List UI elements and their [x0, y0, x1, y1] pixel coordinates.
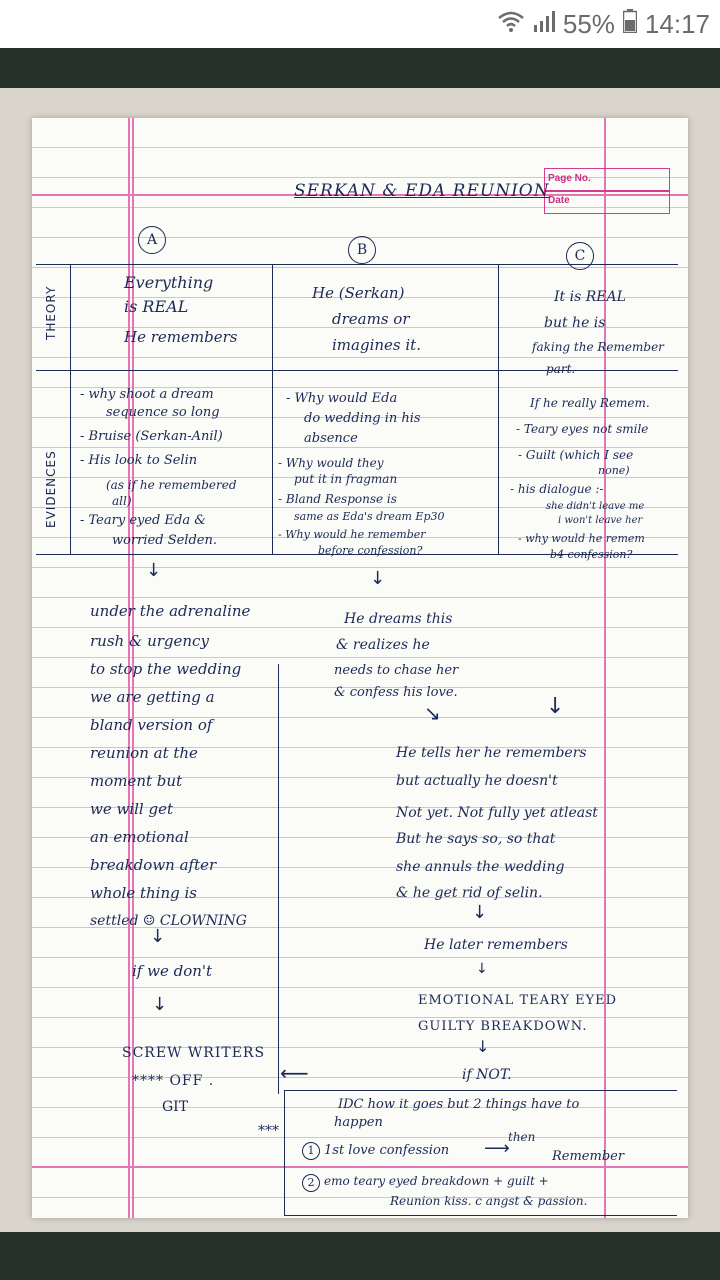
left-flow-line: rush & urgency: [90, 632, 209, 650]
viewer-bottom-bar: [0, 1232, 720, 1280]
date-label: Date: [548, 195, 570, 206]
evidence-b-line: - Why would Eda: [286, 391, 398, 406]
right-flow-line: But he says so, so that: [396, 831, 556, 847]
evidence-a-line: - Bruise (Serkan-Anil): [80, 429, 223, 444]
right-flow-line: He later remembers: [424, 937, 568, 953]
evidence-c-line: none): [598, 464, 630, 477]
left-flow-line: SCREW WRITERS: [122, 1045, 266, 1061]
theory-c-line: faking the Remember: [532, 340, 664, 354]
right-flow-line: GUILTY BREAKDOWN.: [418, 1019, 588, 1034]
wifi-icon: [497, 9, 525, 40]
conclusion-then: then: [508, 1130, 536, 1144]
theory-c-line: part.: [546, 362, 576, 376]
conclusion-line: IDC how it goes but 2 things have to: [338, 1097, 580, 1112]
mid-flow-line: & realizes he: [336, 637, 430, 653]
left-flow-line: we will get: [90, 800, 173, 818]
arrow-right-icon: ⟶: [484, 1138, 510, 1159]
evidence-b-line: absence: [304, 431, 358, 446]
arrow-down-icon: ↓: [476, 1037, 490, 1056]
evidence-a-line: (as if he remembered: [106, 478, 237, 492]
mid-flow-line: needs to chase her: [334, 663, 459, 678]
evidence-c-line: - Teary eyes not smile: [516, 422, 649, 436]
conclusion-line: Remember: [552, 1149, 625, 1164]
theory-b-line: dreams or: [332, 310, 410, 328]
evidence-b-line: put it in fragman: [294, 472, 398, 486]
evidence-a-line: sequence so long: [106, 405, 220, 420]
evidence-a-line: worried Selden.: [112, 533, 217, 548]
evidence-c-line: - Guilt (which I see: [518, 448, 634, 462]
left-flow-line: GIT: [162, 1099, 189, 1115]
theory-a-line: He remembers: [124, 328, 238, 346]
left-flow-line: breakdown after: [90, 856, 217, 874]
battery-percent: 55%: [562, 8, 615, 39]
left-flow-line: whole thing is: [90, 884, 197, 902]
conclusion-line: Reunion kiss. c angst & passion.: [390, 1194, 588, 1208]
evidence-b-line: do wedding in his: [304, 411, 421, 426]
stars-mark: ***: [258, 1123, 279, 1139]
evidence-a-line: - Teary eyed Eda &: [80, 513, 206, 528]
conclusion-line: happen: [334, 1115, 383, 1130]
evidence-a-line: - His look to Selin: [80, 453, 198, 468]
arrow-down-icon: ↓: [476, 961, 488, 977]
table-top-line: [36, 264, 678, 265]
arrow-left-icon: ⟵: [280, 1061, 309, 1085]
left-flow-line: bland version of: [90, 716, 213, 734]
left-flow-line: **** OFF .: [132, 1073, 215, 1089]
right-flow-line: He tells her he remembers: [396, 745, 587, 761]
left-flow-line: to stop the wedding: [90, 660, 242, 678]
clock: 14:17: [644, 8, 710, 39]
conclusion-line: 1st love confession: [324, 1143, 450, 1158]
column-c-marker: C: [566, 242, 594, 270]
arrow-down-icon: ↓: [146, 560, 162, 581]
left-flow-line: under the adrenaline: [90, 602, 251, 620]
left-flow-line: an emotional: [90, 828, 189, 846]
table-mid-line: [36, 370, 678, 371]
column-a-marker: A: [138, 226, 166, 254]
status-bar: [0, 0, 720, 48]
page-title: SERKAN & EDA REUNION: [294, 181, 550, 201]
evidence-b-line: - Why would he remember: [278, 528, 426, 541]
battery-icon: [623, 9, 637, 40]
evidence-c-line: - why would he remem: [518, 532, 645, 545]
right-flow-line: EMOTIONAL TEARY EYED: [418, 993, 618, 1008]
left-flow-line: moment but: [90, 772, 183, 790]
column-divider-bc: [498, 264, 499, 554]
theory-b-line: imagines it.: [332, 336, 421, 354]
left-flow-line: we are getting a: [90, 688, 215, 706]
mid-flow-line: He dreams this: [344, 611, 453, 627]
notebook-page[interactable]: [32, 118, 688, 1218]
evidence-c-line: she didn't leave me: [546, 501, 645, 512]
viewer-top-bar: [0, 48, 720, 88]
page-no-box: [544, 168, 670, 192]
date-box: [544, 190, 670, 214]
evidence-c-line: i won't leave her: [558, 515, 643, 526]
arrow-down-icon: ↓: [472, 902, 488, 923]
right-margin-line: [604, 118, 606, 1218]
page-no-label: Page No.: [548, 173, 591, 184]
arrow-down-icon: ↓: [370, 568, 386, 589]
evidence-b-line: - Bland Response is: [278, 492, 397, 506]
arrow-down-icon: ↓: [152, 994, 168, 1015]
theory-b-line: He (Serkan): [312, 284, 405, 302]
evidence-a-line: - why shoot a dream: [80, 387, 214, 402]
arrow-down-icon: ↓: [150, 926, 166, 947]
row-label-divider: [70, 264, 71, 554]
right-flow-line: but actually he doesn't: [396, 773, 558, 789]
conclusion-line: emo teary eyed breakdown + guilt +: [324, 1174, 549, 1188]
left-flow-line: reunion at the: [90, 744, 198, 762]
row-label-evidences: EVIDENCES: [44, 450, 58, 528]
theory-a-line: is REAL: [124, 297, 189, 316]
evidence-b-line: same as Eda's dream Ep30: [294, 510, 445, 523]
arrow-down-right-icon: ↘: [424, 701, 441, 725]
column-b-marker: B: [348, 236, 376, 264]
right-flow-line: Not yet. Not fully yet atleast: [396, 805, 598, 821]
theory-c-line: but he is: [544, 315, 606, 331]
column-divider-ab: [272, 264, 273, 554]
item-number-2: 2: [302, 1174, 320, 1192]
right-flow-line: if NOT.: [462, 1067, 512, 1083]
left-flow-line: settled ☺ CLOWNING: [90, 913, 247, 929]
right-flow-line: & he get rid of selin.: [396, 885, 543, 901]
signal-icon: [533, 9, 555, 40]
evidence-c-line: b4 confession?: [550, 548, 633, 561]
arrow-down-icon: ↓: [546, 694, 565, 719]
mid-flow-line: & confess his love.: [334, 685, 458, 700]
evidence-c-line: - his dialogue :-: [510, 482, 604, 496]
evidence-c-line: If he really Remem.: [530, 396, 650, 410]
row-label-theory: THEORY: [44, 285, 58, 340]
theory-a-line: Everything: [124, 273, 214, 292]
right-flow-line: she annuls the wedding: [396, 859, 565, 875]
left-flow-line: if we don't: [132, 962, 213, 980]
theory-c-line: It is REAL: [554, 289, 626, 305]
evidence-b-line: - Why would they: [278, 456, 384, 470]
evidence-a-line: all): [112, 494, 132, 508]
flow-divider: [278, 664, 279, 1094]
item-number-1: 1: [302, 1142, 320, 1160]
evidence-b-line: before confession?: [318, 544, 423, 557]
